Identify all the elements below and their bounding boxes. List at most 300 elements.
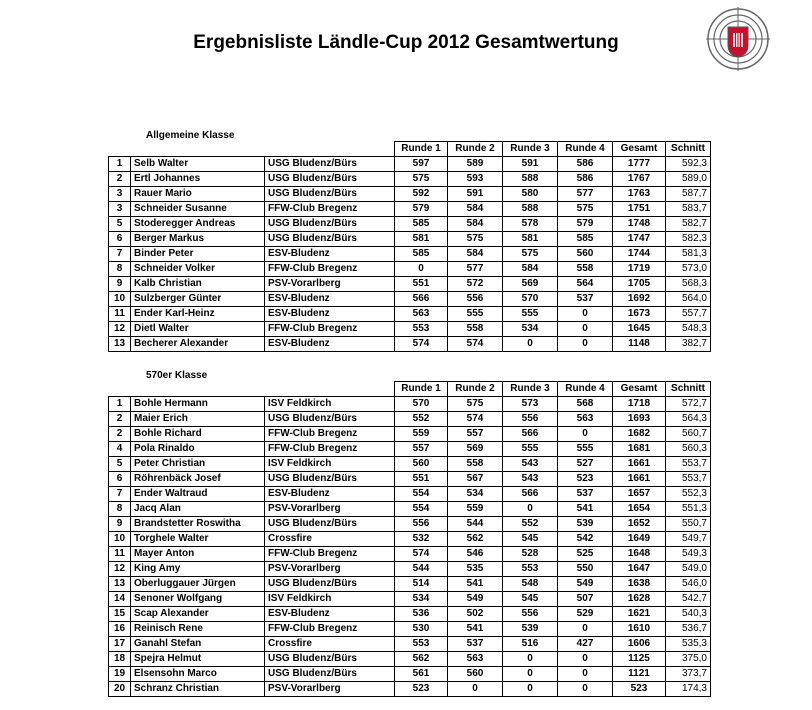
average-cell: 589,0 [666,172,711,187]
average-cell: 583,7 [666,202,711,217]
table-row [109,667,711,682]
table-row [109,592,711,607]
round1-cell: 560 [395,457,448,472]
name-cell: Torghele Walter [131,532,265,547]
table-row [109,187,711,202]
average-cell: 581,3 [666,247,711,262]
round4-cell: 555 [558,442,613,457]
rank-cell: 7 [109,247,131,262]
average-cell: 551,3 [666,502,711,517]
name-cell: Brandstetter Roswitha [131,517,265,532]
round2-cell: 563 [448,652,503,667]
round2-cell: 541 [448,622,503,637]
table-row [109,487,711,502]
total-cell: 1628 [613,592,666,607]
club-cell: FFW-Club Bregenz [265,322,395,337]
table-row [109,607,711,622]
round2-cell: 557 [448,427,503,442]
round3-cell: 539 [503,622,558,637]
rank-cell: 12 [109,322,131,337]
name-cell: Peter Christian [131,457,265,472]
round1-cell: 585 [395,247,448,262]
round2-cell: 535 [448,562,503,577]
round4-cell: 539 [558,517,613,532]
club-cell: ESV-Bludenz [265,337,395,352]
round2-cell: 558 [448,457,503,472]
round4-cell: 0 [558,337,613,352]
rank-cell: 1 [109,157,131,172]
name-cell: Senoner Wolfgang [131,592,265,607]
average-cell: 535,3 [666,637,711,652]
club-cell: USG Bludenz/Bürs [265,472,395,487]
round2-cell: 549 [448,592,503,607]
round3-cell: 584 [503,262,558,277]
column-header: Schnitt [666,382,711,397]
rank-cell: 11 [109,547,131,562]
club-cell: ISV Feldkirch [265,457,395,472]
name-cell: Jacq Alan [131,502,265,517]
club-cell: USG Bludenz/Bürs [265,667,395,682]
round4-cell: 585 [558,232,613,247]
round4-cell: 558 [558,262,613,277]
round4-cell: 507 [558,592,613,607]
total-cell: 1681 [613,442,666,457]
table-row [109,682,711,697]
round4-cell: 0 [558,427,613,442]
round4-cell: 0 [558,622,613,637]
round1-cell: 563 [395,307,448,322]
club-cell: PSV-Vorarlberg [265,682,395,697]
table-row [109,502,711,517]
total-cell: 1763 [613,187,666,202]
round3-cell: 0 [503,502,558,517]
column-header: Runde 4 [558,382,613,397]
round2-cell: 569 [448,442,503,457]
rank-cell: 13 [109,577,131,592]
table-row [109,412,711,427]
table-row [109,517,711,532]
round2-cell: 555 [448,307,503,322]
rank-cell: 2 [109,172,131,187]
table-row [109,217,711,232]
round3-cell: 566 [503,487,558,502]
club-cell: ISV Feldkirch [265,592,395,607]
table-row [109,157,711,172]
round4-cell: 563 [558,412,613,427]
round3-cell: 578 [503,217,558,232]
table-row [109,472,711,487]
round2-cell: 574 [448,337,503,352]
rank-cell: 7 [109,487,131,502]
club-cell: FFW-Club Bregenz [265,442,395,457]
round2-cell: 562 [448,532,503,547]
round2-cell: 574 [448,412,503,427]
round4-cell: 527 [558,457,613,472]
total-cell: 1744 [613,247,666,262]
column-header: Runde 1 [395,142,448,157]
round2-cell: 544 [448,517,503,532]
round4-cell: 575 [558,202,613,217]
round4-cell: 549 [558,577,613,592]
results-table-allgemeine [108,141,711,352]
round2-cell: 559 [448,502,503,517]
name-cell: Selb Walter [131,157,265,172]
club-cell: ESV-Bludenz [265,487,395,502]
table-row [109,172,711,187]
club-cell: USG Bludenz/Bürs [265,517,395,532]
round1-cell: 574 [395,547,448,562]
round2-cell: 541 [448,577,503,592]
total-cell: 1638 [613,577,666,592]
round1-cell: 570 [395,397,448,412]
table-row [109,337,711,352]
round1-cell: 552 [395,412,448,427]
header-blank-cell [265,382,395,397]
total-cell: 1661 [613,472,666,487]
table-row [109,307,711,322]
average-cell: 592,3 [666,157,711,172]
table-row [109,232,711,247]
club-cell: USG Bludenz/Bürs [265,157,395,172]
rank-cell: 12 [109,562,131,577]
club-cell: USG Bludenz/Bürs [265,412,395,427]
round1-cell: 551 [395,472,448,487]
round3-cell: 581 [503,232,558,247]
club-cell: PSV-Vorarlberg [265,562,395,577]
table-row [109,637,711,652]
round1-cell: 554 [395,502,448,517]
round3-cell: 588 [503,172,558,187]
round1-cell: 579 [395,202,448,217]
header-blank-cell [109,142,131,157]
round2-cell: 534 [448,487,503,502]
rank-cell: 5 [109,457,131,472]
table-row [109,292,711,307]
table-row [109,532,711,547]
rank-cell: 3 [109,187,131,202]
round2-cell: 567 [448,472,503,487]
round3-cell: 552 [503,517,558,532]
round3-cell: 573 [503,397,558,412]
table-row [109,202,711,217]
rank-cell: 9 [109,277,131,292]
rank-cell: 3 [109,202,131,217]
round2-cell: 575 [448,397,503,412]
club-cell: FFW-Club Bregenz [265,202,395,217]
section-label-570er: 570er Klasse [146,370,208,381]
club-cell: USG Bludenz/Bürs [265,232,395,247]
round3-cell: 570 [503,292,558,307]
club-cell: FFW-Club Bregenz [265,547,395,562]
name-cell: Berger Markus [131,232,265,247]
round3-cell: 580 [503,187,558,202]
round3-cell: 569 [503,277,558,292]
round2-cell: 584 [448,202,503,217]
table-row [109,652,711,667]
round3-cell: 0 [503,652,558,667]
round3-cell: 534 [503,322,558,337]
round3-cell: 588 [503,202,558,217]
rank-cell: 8 [109,262,131,277]
round2-cell: 577 [448,262,503,277]
club-cell: ESV-Bludenz [265,607,395,622]
round1-cell: 556 [395,517,448,532]
name-cell: Stoderegger Andreas [131,217,265,232]
rank-cell: 11 [109,307,131,322]
club-cell: PSV-Vorarlberg [265,277,395,292]
header-blank-cell [131,382,265,397]
round1-cell: 553 [395,322,448,337]
table-row [109,562,711,577]
round3-cell: 0 [503,682,558,697]
name-cell: Rauer Mario [131,187,265,202]
table-row [109,397,711,412]
rank-cell: 10 [109,532,131,547]
average-cell: 382,7 [666,337,711,352]
total-cell: 1767 [613,172,666,187]
table-row [109,262,711,277]
round3-cell: 566 [503,427,558,442]
average-cell: 564,3 [666,412,711,427]
average-cell: 546,0 [666,577,711,592]
round4-cell: 427 [558,637,613,652]
name-cell: Bohle Richard [131,427,265,442]
average-cell: 540,3 [666,607,711,622]
total-cell: 1777 [613,157,666,172]
rank-cell: 4 [109,442,131,457]
column-header: Gesamt [613,382,666,397]
name-cell: Ganahl Stefan [131,637,265,652]
header-blank-cell [109,382,131,397]
total-cell: 1148 [613,337,666,352]
round1-cell: 536 [395,607,448,622]
round1-cell: 530 [395,622,448,637]
name-cell: Bohle Hermann [131,397,265,412]
table-row [109,577,711,592]
results-table-570er [108,381,711,697]
club-cell: ISV Feldkirch [265,397,395,412]
club-cell: USG Bludenz/Bürs [265,577,395,592]
round3-cell: 591 [503,157,558,172]
rank-cell: 10 [109,292,131,307]
round1-cell: 559 [395,427,448,442]
total-cell: 1621 [613,607,666,622]
round4-cell: 0 [558,682,613,697]
round1-cell: 544 [395,562,448,577]
club-cell: FFW-Club Bregenz [265,427,395,442]
round1-cell: 557 [395,442,448,457]
rank-cell: 20 [109,682,131,697]
club-cell: ESV-Bludenz [265,247,395,262]
average-cell: 560,7 [666,427,711,442]
name-cell: Mayer Anton [131,547,265,562]
round1-cell: 585 [395,217,448,232]
round1-cell: 554 [395,487,448,502]
average-cell: 553,7 [666,457,711,472]
round2-cell: 593 [448,172,503,187]
rank-cell: 8 [109,502,131,517]
round4-cell: 577 [558,187,613,202]
average-cell: 572,7 [666,397,711,412]
total-cell: 1654 [613,502,666,517]
total-cell: 1648 [613,547,666,562]
total-cell: 1747 [613,232,666,247]
round4-cell: 0 [558,667,613,682]
round1-cell: 532 [395,532,448,547]
average-cell: 549,3 [666,547,711,562]
round2-cell: 584 [448,217,503,232]
table-header-row [109,382,711,397]
total-cell: 1649 [613,532,666,547]
total-cell: 1652 [613,517,666,532]
round4-cell: 586 [558,157,613,172]
average-cell: 548,3 [666,322,711,337]
name-cell: Schranz Christian [131,682,265,697]
total-cell: 1693 [613,412,666,427]
rank-cell: 9 [109,517,131,532]
round4-cell: 0 [558,307,613,322]
round2-cell: 572 [448,277,503,292]
round3-cell: 556 [503,412,558,427]
average-cell: 553,7 [666,472,711,487]
club-cell: ESV-Bludenz [265,292,395,307]
name-cell: King Amy [131,562,265,577]
total-cell: 1125 [613,652,666,667]
total-cell: 1645 [613,322,666,337]
round4-cell: 0 [558,322,613,337]
rank-cell: 17 [109,637,131,652]
column-header: Schnitt [666,142,711,157]
table-row [109,277,711,292]
round2-cell: 0 [448,682,503,697]
round1-cell: 597 [395,157,448,172]
round1-cell: 575 [395,172,448,187]
table-row [109,622,711,637]
name-cell: Oberluggauer Jürgen [131,577,265,592]
average-cell: 573,0 [666,262,711,277]
name-cell: Scap Alexander [131,607,265,622]
table-row [109,547,711,562]
round1-cell: 592 [395,187,448,202]
round1-cell: 0 [395,262,448,277]
round1-cell: 581 [395,232,448,247]
total-cell: 1748 [613,217,666,232]
name-cell: Spejra Helmut [131,652,265,667]
rank-cell: 2 [109,412,131,427]
round2-cell: 546 [448,547,503,562]
round3-cell: 548 [503,577,558,592]
total-cell: 523 [613,682,666,697]
rank-cell: 2 [109,427,131,442]
average-cell: 373,7 [666,667,711,682]
total-cell: 1610 [613,622,666,637]
round1-cell: 523 [395,682,448,697]
round3-cell: 543 [503,472,558,487]
rank-cell: 6 [109,232,131,247]
name-cell: Ender Karl-Heinz [131,307,265,322]
club-cell: Crossfire [265,532,395,547]
header-blank-cell [131,142,265,157]
average-cell: 564,0 [666,292,711,307]
rank-cell: 13 [109,337,131,352]
total-cell: 1705 [613,277,666,292]
round4-cell: 0 [558,652,613,667]
round4-cell: 586 [558,172,613,187]
round3-cell: 553 [503,562,558,577]
total-cell: 1606 [613,637,666,652]
average-cell: 552,3 [666,487,711,502]
name-cell: Kalb Christian [131,277,265,292]
round1-cell: 553 [395,637,448,652]
round1-cell: 514 [395,577,448,592]
rank-cell: 1 [109,397,131,412]
table-row [109,442,711,457]
club-cell: USG Bludenz/Bürs [265,172,395,187]
round4-cell: 525 [558,547,613,562]
column-header: Runde 2 [448,142,503,157]
round4-cell: 560 [558,247,613,262]
round3-cell: 556 [503,607,558,622]
target-shield-logo [706,7,770,71]
round3-cell: 545 [503,532,558,547]
round2-cell: 589 [448,157,503,172]
name-cell: Binder Peter [131,247,265,262]
club-cell: Crossfire [265,637,395,652]
name-cell: Schneider Volker [131,262,265,277]
name-cell: Reinisch Rene [131,622,265,637]
total-cell: 1121 [613,667,666,682]
rank-cell: 14 [109,592,131,607]
round2-cell: 575 [448,232,503,247]
rank-cell: 6 [109,472,131,487]
total-cell: 1718 [613,397,666,412]
average-cell: 568,3 [666,277,711,292]
rank-cell: 16 [109,622,131,637]
name-cell: Ender Waltraud [131,487,265,502]
round4-cell: 579 [558,217,613,232]
total-cell: 1673 [613,307,666,322]
total-cell: 1647 [613,562,666,577]
average-cell: 536,7 [666,622,711,637]
name-cell: Ertl Johannes [131,172,265,187]
average-cell: 582,7 [666,217,711,232]
club-cell: USG Bludenz/Bürs [265,217,395,232]
column-header: Runde 4 [558,142,613,157]
page-title: Ergebnisliste Ländle-Cup 2012 Gesamtwertung [193,32,619,53]
name-cell: Elsensohn Marco [131,667,265,682]
round3-cell: 516 [503,637,558,652]
round3-cell: 575 [503,247,558,262]
table-row [109,457,711,472]
club-cell: USG Bludenz/Bürs [265,652,395,667]
average-cell: 557,7 [666,307,711,322]
name-cell: Schneider Susanne [131,202,265,217]
round4-cell: 564 [558,277,613,292]
rank-cell: 5 [109,217,131,232]
rank-cell: 19 [109,667,131,682]
table-row [109,247,711,262]
average-cell: 549,7 [666,532,711,547]
total-cell: 1719 [613,262,666,277]
round1-cell: 574 [395,337,448,352]
round4-cell: 537 [558,487,613,502]
header-blank-cell [265,142,395,157]
round2-cell: 537 [448,637,503,652]
table-header-row [109,142,711,157]
name-cell: Becherer Alexander [131,337,265,352]
round1-cell: 534 [395,592,448,607]
table-row [109,427,711,442]
